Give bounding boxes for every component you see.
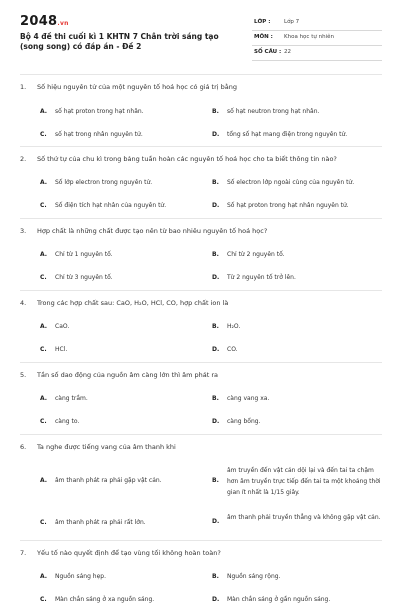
- option-letter: C.: [40, 131, 47, 138]
- option-letter: B.: [212, 323, 219, 330]
- question-number: 7.: [20, 549, 27, 557]
- option-letter: D.: [212, 274, 220, 281]
- option-text: số hạt trong nhân nguyên tử.: [55, 131, 143, 138]
- option-letter: C.: [40, 274, 47, 281]
- exam-meta-table: [252, 16, 382, 61]
- meta-value: 22: [284, 49, 291, 55]
- option-letter: A.: [40, 395, 48, 402]
- question-1: [20, 74, 382, 147]
- option-text: HCl.: [55, 346, 68, 353]
- option-letter: B.: [212, 395, 219, 402]
- option-letter: C.: [40, 418, 47, 425]
- question-3: [20, 218, 382, 291]
- question-7: [20, 540, 382, 613]
- meta-row-class: [252, 16, 382, 31]
- option-letter: A.: [40, 108, 48, 115]
- meta-row-subject: [252, 31, 382, 46]
- option-text: số hạt neutron trong hạt nhân.: [227, 108, 320, 115]
- meta-key: MÔN :: [254, 34, 273, 40]
- option-text: Chỉ từ 3 nguyên tố.: [55, 274, 113, 281]
- option-text: càng vang xa.: [227, 395, 270, 402]
- option-text: càng trầm.: [55, 395, 88, 402]
- option-letter: C.: [40, 346, 47, 353]
- question-6: [20, 434, 382, 541]
- question-stem: Số thứ tự của chu kì trong bảng tuần hoàn các nguyên tố hoá học cho ta biết thông tin nào?: [37, 155, 337, 163]
- option-letter: B.: [212, 179, 219, 186]
- meta-key: LỚP :: [254, 19, 271, 25]
- option-text: Số điện tích hạt nhân của nguyên tử.: [55, 202, 167, 209]
- option-letter: D.: [212, 518, 220, 525]
- meta-value: Khoa học tự nhiên: [284, 34, 334, 40]
- meta-key: SỐ CÂU :: [254, 49, 282, 55]
- question-number: 4.: [20, 299, 27, 307]
- option-letter: B.: [212, 251, 219, 258]
- option-letter: D.: [212, 131, 220, 138]
- logo-main: 2048: [20, 14, 58, 29]
- option-text: âm thanh phát ra phải gặp vật cản.: [55, 477, 162, 484]
- option-text: càng to.: [55, 418, 80, 425]
- question-number: 1.: [20, 83, 27, 91]
- option-letter: A.: [40, 323, 48, 330]
- option-letter: A.: [40, 477, 48, 484]
- option-letter: D.: [212, 202, 220, 209]
- option-text: Số hạt proton trong hạt nhân nguyên tử.: [227, 202, 349, 209]
- option-text: Số electron lớp ngoài cùng của nguyên tử.: [227, 179, 355, 186]
- question-text: [20, 155, 337, 163]
- question-text: [20, 299, 228, 307]
- site-logo[interactable]: [20, 14, 69, 29]
- question-stem: Trong các hợp chất sau: CaO, H₂O, HCl, CO, hợp chất ion là: [37, 299, 229, 307]
- meta-value: Lớp 7: [284, 19, 300, 25]
- question-text: [20, 83, 237, 91]
- option-text: Chỉ từ 2 nguyên tố.: [227, 251, 285, 258]
- question-number: 6.: [20, 443, 27, 451]
- question-4: [20, 290, 382, 363]
- option-letter: C.: [40, 596, 47, 603]
- logo-suffix: .vn: [57, 20, 69, 27]
- option-letter: B.: [212, 477, 219, 484]
- option-text: Màn chắn sáng ở xa nguồn sáng.: [55, 596, 155, 603]
- option-text: H₂O.: [227, 323, 241, 330]
- question-text: [20, 227, 267, 235]
- meta-row-question-count: [252, 46, 382, 61]
- question-2: [20, 146, 382, 219]
- question-number: 3.: [20, 227, 27, 235]
- option-text: CaO.: [55, 323, 70, 330]
- question-number: 2.: [20, 155, 27, 163]
- option-text: tổng số hạt mang điện trong nguyên tử.: [227, 131, 348, 138]
- question-text: [20, 549, 221, 557]
- question-stem: Số hiệu nguyên tử của một nguyên tố hoá học có giá trị bằng: [37, 83, 237, 91]
- option-text: âm thanh phải truyền thẳng và không gặp vật cản.: [227, 514, 381, 521]
- option-letter: D.: [212, 418, 220, 425]
- option-text: số hạt proton trong hạt nhân.: [55, 108, 144, 115]
- question-text: [20, 371, 218, 379]
- option-letter: B.: [212, 108, 219, 115]
- option-text: Nguồn sáng rộng.: [227, 573, 281, 580]
- document-title: Bộ 4 đề thi cuối kì 1 KHTN 7 Chân trời sáng tạo (song song) có đáp án - Đề 2: [20, 32, 219, 51]
- option-text: âm thanh phát ra phải rất lớn.: [55, 519, 146, 526]
- question-text: [20, 443, 176, 451]
- option-text: Màn chắn sáng ở gần nguồn sáng.: [227, 596, 331, 603]
- option-letter: D.: [212, 596, 220, 603]
- option-text: Số lớp electron trong nguyên tử.: [55, 179, 153, 186]
- option-letter: A.: [40, 573, 48, 580]
- option-text: âm truyền đến vật cản dội lại và đến tai ta chậm hơn âm truyền trực tiếp đến tai ta một khoảng thời gian ít nhất là 1/15 giây.: [227, 467, 381, 496]
- option-letter: A.: [40, 179, 48, 186]
- question-number: 5.: [20, 371, 27, 379]
- question-stem: Hợp chất là những chất được tạo nên từ bao nhiêu nguyên tố hoá học?: [37, 227, 268, 235]
- option-text: càng bổng.: [227, 418, 261, 425]
- option-letter: A.: [40, 251, 48, 258]
- option-text: Từ 2 nguyên tố trở lên.: [227, 274, 296, 281]
- option-letter: D.: [212, 346, 220, 353]
- question-5: [20, 362, 382, 435]
- option-letter: C.: [40, 202, 47, 209]
- option-text: Chỉ từ 1 nguyên tố.: [55, 251, 113, 258]
- page-header: [20, 14, 382, 62]
- question-stem: Tần số dao động của nguồn âm càng lớn thì âm phát ra: [37, 371, 219, 379]
- option-letter: C.: [40, 519, 47, 526]
- option-letter: B.: [212, 573, 219, 580]
- question-stem: Ta nghe được tiếng vang của âm thanh khi: [37, 443, 176, 451]
- option-text: Nguồn sáng hẹp.: [55, 573, 107, 580]
- question-stem: Yếu tố nào quyết định để tạo vùng tối không hoàn toàn?: [37, 549, 221, 557]
- option-text: CO.: [227, 346, 238, 353]
